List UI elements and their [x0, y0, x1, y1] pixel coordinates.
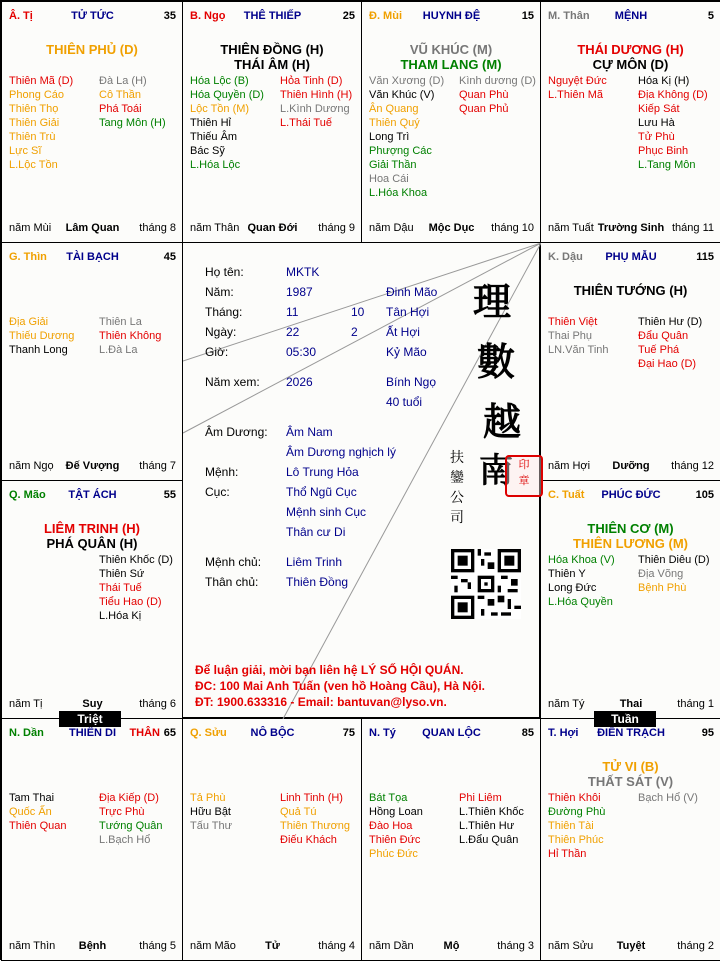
palace-footer	[369, 222, 534, 236]
minor-star: Tang Môn (H)	[99, 117, 166, 129]
minor-star: Lộc Tồn (M)	[190, 103, 250, 115]
main-star: THẤT SÁT (V)	[587, 774, 674, 789]
year-label: năm Mão	[190, 940, 236, 952]
view-year-label: Năm xem:	[205, 375, 260, 389]
palace-name: HUYNH ĐỆ	[422, 10, 481, 22]
cell-mui	[361, 1, 541, 243]
minor-star: Tấu Thư	[190, 820, 233, 832]
minor-star: Thiên Trù	[9, 131, 56, 143]
palace-footer	[9, 940, 176, 954]
minor-star: Địa Không (D)	[638, 89, 708, 101]
life-stage: Dưỡng	[612, 460, 650, 472]
amduong-relation: Âm Dương nghịch lý	[286, 445, 396, 459]
cell-mao	[1, 480, 183, 719]
minor-star: Bát Tọa	[369, 792, 408, 804]
palace-header	[548, 251, 714, 267]
palace-age: 55	[163, 489, 176, 501]
small-calligraphy-1: 扶	[450, 450, 464, 466]
minor-star: LN.Văn Tinh	[548, 344, 609, 356]
cell-hoi	[540, 718, 720, 961]
month-label: tháng 12	[671, 460, 714, 472]
minor-star: Thiên Khốc (D)	[99, 554, 173, 566]
contact-line-2: ĐC: 100 Mai Anh Tuấn (ven hồ Hoàng Cầu), Hà Nội.	[195, 679, 486, 693]
branch-label: B. Ngọ	[190, 10, 226, 22]
year-label: năm Hợi	[548, 460, 591, 472]
minor-star: Thiên Thọ	[9, 103, 59, 115]
main-star: LIÊM TRINH (H)	[43, 521, 141, 536]
branch-label: Q. Mão	[9, 489, 46, 501]
main-star: THAM LANG (M)	[400, 57, 502, 72]
minor-star: L.Kình Dương	[280, 103, 350, 115]
palace-header	[190, 727, 355, 743]
minor-star: L.Đẩu Quân	[459, 834, 519, 846]
stars-left-column	[548, 74, 638, 102]
minor-star: Quốc Ấn	[9, 806, 52, 818]
year-label: Năm:	[205, 285, 234, 299]
menh-value: Lô Trung Hỏa	[286, 465, 359, 479]
cell-than	[540, 1, 720, 243]
stars-right-column	[99, 74, 183, 130]
life-stage: Tử	[265, 940, 280, 952]
palace-age: 115	[696, 251, 714, 263]
than-chu-label: Thân chủ:	[205, 575, 259, 589]
minor-star: Phá Toái	[99, 103, 142, 115]
minor-star: Hóa Quyền (D)	[190, 89, 264, 101]
palace-age: 95	[701, 727, 714, 739]
main-star: THIÊN LƯƠNG (M)	[572, 536, 689, 551]
month-label: tháng 7	[139, 460, 176, 472]
stars-right-column	[99, 553, 183, 623]
month-label: tháng 5	[139, 940, 176, 952]
stars-left-column	[369, 791, 459, 861]
minor-star: L.Thiên Mã	[548, 89, 604, 101]
stars-left-column	[548, 315, 638, 357]
minor-star: Phong Cáo	[9, 89, 65, 101]
month-label: tháng 3	[497, 940, 534, 952]
minor-star: Hóa Khoa (V)	[548, 554, 615, 566]
amduong-value: Âm Nam	[286, 425, 333, 439]
palace-header	[9, 10, 176, 26]
minor-star: Đẩu Quân	[638, 330, 689, 342]
branch-label: Â. Tị	[9, 10, 33, 22]
red-seal-stamp: 印 章	[505, 455, 543, 497]
branch-label: G. Thìn	[9, 251, 47, 263]
month-label: tháng 2	[677, 940, 714, 952]
view-year-can: Bính Ngọ	[386, 375, 437, 389]
contact-line-3: ĐT: 1900.633316 - Email: bantuvan@lyso.vn.	[195, 695, 447, 709]
branch-label: N. Tý	[369, 727, 396, 739]
palace-name: TỬ TỨC	[71, 10, 114, 22]
hour-can: Kỷ Mão	[386, 345, 427, 359]
year-label: năm Tuất	[548, 222, 594, 234]
stars-left-column	[9, 791, 99, 833]
minor-star: Giải Thần	[369, 159, 417, 171]
minor-star: Nguyệt Đức	[548, 75, 607, 87]
branch-label: N. Dần	[9, 727, 44, 739]
main-star: THIÊN PHỦ (D)	[46, 42, 138, 57]
main-star: VŨ KHÚC (M)	[409, 42, 493, 57]
minor-star: Thiên Diêu (D)	[638, 554, 710, 566]
stars-left-column	[548, 791, 638, 861]
palace-age: 15	[521, 10, 534, 22]
minor-star: Thiên Hình (H)	[280, 89, 353, 101]
year-label: năm Tị	[9, 698, 43, 710]
year-label: năm Dậu	[369, 222, 414, 234]
minor-star: L.Đà La	[99, 344, 138, 356]
palace-header	[9, 727, 176, 743]
amduong-label: Âm Dương:	[205, 425, 268, 439]
life-stage: Bệnh	[78, 940, 107, 952]
stars-left-column	[190, 791, 280, 833]
year-label: năm Sửu	[548, 940, 594, 952]
center-panel	[182, 242, 540, 718]
palace-header	[369, 10, 534, 26]
main-star: TỬ VI (B)	[602, 759, 659, 774]
minor-star: Đường Phù	[548, 806, 606, 818]
small-calligraphy-3: 公	[450, 490, 464, 506]
minor-star: Bệnh Phù	[638, 582, 687, 594]
stars-right-column	[280, 791, 362, 847]
minor-star: Văn Xương (D)	[369, 75, 445, 87]
palace-header	[548, 489, 714, 505]
minor-star: Cô Thần	[99, 89, 141, 101]
cell-dau	[540, 242, 720, 481]
palace-footer	[369, 940, 534, 954]
stars-left-column	[369, 74, 459, 200]
minor-star: Phúc Đức	[369, 848, 418, 860]
cell-dan	[1, 718, 183, 961]
branch-label: Đ. Mùi	[369, 10, 402, 22]
than-marker: THÂN	[129, 727, 160, 739]
minor-star: Thanh Long	[9, 344, 68, 356]
palace-footer	[9, 460, 176, 474]
palace-footer	[9, 222, 176, 236]
year-label: năm Mùi	[9, 222, 52, 234]
minor-star: L.Hóa Lộc	[190, 159, 241, 171]
main-star: PHÁ QUÂN (H)	[46, 536, 138, 551]
minor-star: Thiên Thương	[280, 820, 351, 832]
minor-star: Quan Phủ	[459, 103, 509, 115]
minor-star: Địa Võng	[638, 568, 684, 580]
minor-star: Thiếu Dương	[9, 330, 75, 342]
life-stage: Suy	[82, 698, 103, 710]
stars-left-column	[9, 315, 99, 357]
minor-star: Tử Phù	[638, 131, 675, 143]
palace-name: NÔ BỘC	[250, 727, 295, 739]
stars-right-column	[280, 74, 362, 130]
life-stage: Trường Sinh	[597, 222, 665, 234]
main-star: THIÊN TƯỚNG (H)	[573, 283, 688, 298]
contact-line-1: Để luận giải, mời bạn liên hệ LÝ SỐ HỘI QUÁN.	[195, 663, 464, 677]
palace-footer	[548, 698, 714, 712]
minor-star: Linh Tinh (H)	[280, 792, 343, 804]
name-label: Họ tên:	[205, 265, 244, 279]
month-label: tháng 4	[318, 940, 355, 952]
stars-right-column	[459, 791, 541, 847]
minor-star: Tướng Quân	[99, 820, 163, 832]
palace-name: PHÚC ĐỨC	[601, 489, 661, 501]
month-label: tháng 1	[677, 698, 714, 710]
than-chu-value: Thiên Đồng	[286, 575, 349, 589]
palace-age: 35	[163, 10, 176, 22]
branch-label: T. Hợi	[548, 727, 579, 739]
cell-ngo	[182, 1, 362, 243]
cuc-label: Cục:	[205, 485, 230, 499]
minor-star: Bạch Hổ (V)	[638, 792, 698, 804]
calligraphy-char-4: 南	[479, 451, 513, 491]
palace-age: 75	[342, 727, 355, 739]
year-label: năm Dần	[369, 940, 414, 952]
palace-header	[9, 251, 176, 267]
minor-star: Thiên Hỉ	[190, 117, 231, 129]
minor-star: Thiên Đức	[369, 834, 421, 846]
minor-star: Đại Hao (D)	[638, 358, 697, 370]
year-label: năm Tý	[548, 698, 585, 710]
minor-star: Tiểu Hao (D)	[99, 596, 162, 608]
life-stage: Mộ	[443, 940, 460, 952]
minor-star: Tả Phù	[190, 792, 226, 804]
palace-name: QUAN LỘC	[422, 727, 481, 739]
minor-star: Thiên Việt	[548, 316, 598, 328]
palace-name: MỆNH	[614, 10, 648, 22]
minor-star: L.Bạch Hổ	[99, 834, 151, 846]
palace-footer	[9, 698, 176, 712]
year-value: 1987	[286, 285, 313, 299]
branch-label: C. Tuất	[548, 489, 585, 501]
minor-star: Thiên Tài	[548, 820, 594, 832]
palace-age: 25	[342, 10, 355, 22]
branch-label: M. Thân	[548, 10, 590, 22]
minor-star: Bác Sỹ	[190, 145, 225, 157]
minor-star: Long Đức	[548, 582, 597, 594]
qr-code[interactable]	[451, 549, 521, 619]
minor-star: Thiên La	[99, 316, 142, 328]
minor-star: Thiên Y	[548, 568, 586, 580]
calligraphy-char-3: 越	[483, 399, 522, 444]
name-value: MKTK	[286, 265, 320, 279]
palace-name: PHỤ MẪU	[605, 251, 657, 263]
palace-footer	[548, 460, 714, 474]
palace-header	[190, 10, 355, 26]
cell-tuat	[540, 480, 720, 719]
minor-star: Kình dương (D)	[459, 75, 536, 87]
minor-star: Phượng Các	[369, 145, 432, 157]
life-stage: Đế Vượng	[65, 460, 120, 472]
palace-age: 105	[695, 489, 714, 501]
hour-label: Giờ:	[205, 345, 229, 359]
month-label: tháng 10	[491, 222, 534, 234]
month-label: tháng 9	[318, 222, 355, 234]
stars-right-column	[459, 74, 541, 116]
stars-right-column	[638, 315, 720, 371]
minor-star: Phục Binh	[638, 145, 689, 157]
minor-star: Văn Khúc (V)	[369, 89, 435, 101]
month-lunar: 10	[351, 305, 365, 319]
minor-star: Quả Tú	[280, 806, 317, 818]
minor-star: Hồng Loan	[369, 806, 423, 818]
minor-star: L.Lộc Tồn	[9, 159, 58, 171]
minor-star: Đào Hoa	[369, 820, 413, 832]
menh-chu-label: Mệnh chủ:	[205, 555, 262, 569]
tuan-tag: Tuần	[594, 711, 656, 727]
month-label: tháng 8	[139, 222, 176, 234]
main-star: CỰ MÔN (D)	[592, 57, 669, 72]
minor-star: Hoa Cái	[369, 173, 409, 185]
year-label: năm Ngọ	[9, 460, 54, 472]
minor-star: Lưu Hà	[638, 117, 675, 129]
branch-label: K. Dậu	[548, 251, 583, 263]
month-value: 11	[286, 305, 299, 319]
stars-left-column	[190, 74, 280, 172]
view-year-value: 2026	[286, 375, 313, 389]
than-cu: Thân cư Di	[286, 525, 346, 539]
minor-star: L.Thiên Khốc	[459, 806, 524, 818]
minor-star: L.Thiên Hư	[459, 820, 515, 832]
palace-age: 65	[163, 727, 176, 739]
minor-star: Ân Quang	[369, 103, 419, 115]
life-stage: Quan Đới	[247, 222, 298, 234]
minor-star: Thiên Sứ	[99, 568, 145, 580]
minor-star: Địa Giải	[9, 316, 49, 328]
minor-star: Điếu Khách	[280, 834, 337, 846]
minor-star: Thiên Quan	[9, 820, 67, 832]
small-calligraphy-2: 鑾	[450, 470, 464, 486]
palace-header	[9, 489, 176, 505]
palace-footer	[548, 940, 714, 954]
month-label: tháng 11	[671, 222, 714, 234]
month-label: Tháng:	[205, 305, 243, 319]
palace-name: THIÊN DI	[68, 727, 117, 739]
cuc-relation: Mệnh sinh Cục	[286, 505, 367, 519]
cuc-value: Thổ Ngũ Cục	[286, 485, 357, 499]
minor-star: Long Trì	[369, 131, 410, 143]
minor-star: Thiên Mã (D)	[9, 75, 74, 87]
palace-age: 5	[707, 10, 714, 22]
minor-star: Đà La (H)	[99, 75, 147, 87]
minor-star: L.Hóa Kị	[99, 610, 142, 622]
stars-left-column	[9, 74, 99, 172]
palace-header	[548, 10, 714, 26]
minor-star: Hóa Kị (H)	[638, 75, 690, 87]
minor-star: Tuế Phá	[638, 344, 680, 356]
minor-star: Tam Thai	[9, 792, 55, 804]
life-stage: Lâm Quan	[65, 222, 120, 234]
day-label: Ngày:	[205, 325, 237, 339]
stars-left-column	[548, 553, 638, 609]
menh-label: Mệnh:	[205, 465, 239, 479]
day-can: Ất Hợi	[386, 325, 420, 339]
hour-value: 05:30	[286, 345, 317, 359]
minor-star: Thái Tuế	[99, 582, 142, 594]
life-stage: Mộc Dục	[428, 222, 475, 234]
minor-star: L.Hóa Quyền	[548, 596, 613, 608]
minor-star: Lực Sĩ	[9, 145, 42, 157]
small-calligraphy-4: 司	[450, 510, 464, 526]
minor-star: Địa Kiếp (D)	[99, 792, 159, 804]
year-label: năm Thân	[190, 222, 240, 234]
cell-thin	[1, 242, 183, 481]
stars-right-column	[638, 74, 720, 172]
minor-star: Kiếp Sát	[638, 103, 680, 115]
minor-star: Thiên Giải	[9, 117, 60, 129]
palace-footer	[190, 940, 355, 954]
minor-star: Thiên Quý	[369, 117, 420, 129]
menh-chu-value: Liêm Trinh	[286, 555, 343, 569]
palace-header	[369, 727, 534, 743]
palace-footer	[548, 222, 714, 236]
minor-star: Thiên Hư (D)	[638, 316, 703, 328]
palace-name: ĐIỀN TRẠCH	[597, 727, 665, 739]
minor-star: Hữu Bật	[190, 806, 231, 818]
palace-age: 85	[521, 727, 534, 739]
cell-suu	[182, 718, 362, 961]
palace-age: 45	[163, 251, 176, 263]
minor-star: Trực Phù	[99, 806, 145, 818]
cell-tys	[361, 718, 541, 961]
age-value: 40 tuổi	[386, 395, 423, 409]
triet-tag: Triệt	[59, 711, 121, 727]
minor-star: Phi Liêm	[459, 792, 502, 804]
branch-label: Q. Sửu	[190, 727, 227, 739]
stars-right-column	[99, 315, 183, 357]
minor-star: Hỉ Thần	[548, 848, 587, 860]
minor-star: L.Tang Môn	[638, 159, 696, 171]
day-lunar: 2	[351, 325, 358, 339]
main-star: THÁI ÂM (H)	[234, 57, 310, 72]
calligraphy-char-1: 理	[473, 279, 512, 324]
main-star: THIÊN ĐỒNG (H)	[220, 42, 324, 57]
minor-star: Hóa Lộc (B)	[190, 75, 249, 87]
cell-ty	[1, 1, 183, 243]
minor-star: Thiên Khôi	[548, 792, 601, 804]
month-can: Tân Hợi	[386, 305, 430, 319]
stars-right-column	[99, 791, 183, 847]
month-label: tháng 6	[139, 698, 176, 710]
minor-star: Thiên Phúc	[548, 834, 604, 846]
stars-right-column	[638, 791, 720, 805]
minor-star: Thiên Không	[99, 330, 162, 342]
day-value: 22	[286, 325, 300, 339]
palace-name: TẬT ÁCH	[68, 489, 117, 501]
main-star: THIÊN CƠ (M)	[587, 521, 674, 536]
palace-header	[548, 727, 714, 743]
palace-name: TÀI BẠCH	[66, 251, 119, 263]
year-label: năm Thìn	[9, 940, 56, 952]
minor-star: Thai Phụ	[548, 330, 593, 342]
minor-star: L.Hóa Khoa	[369, 187, 428, 199]
minor-star: Quan Phù	[459, 89, 509, 101]
stars-right-column	[638, 553, 720, 595]
minor-star: Hỏa Tinh (D)	[280, 75, 343, 87]
calligraphy-char-2: 數	[477, 339, 516, 384]
palace-footer	[190, 222, 355, 236]
minor-star: Thiếu Âm	[190, 131, 238, 143]
main-star: THÁI DƯƠNG (H)	[577, 42, 684, 57]
minor-star: L.Thái Tuế	[280, 117, 332, 129]
life-stage: Tuyệt	[616, 940, 646, 952]
palace-name: THÊ THIẾP	[243, 10, 302, 22]
year-can: Đinh Mão	[386, 285, 438, 299]
life-stage: Thai	[619, 698, 643, 710]
